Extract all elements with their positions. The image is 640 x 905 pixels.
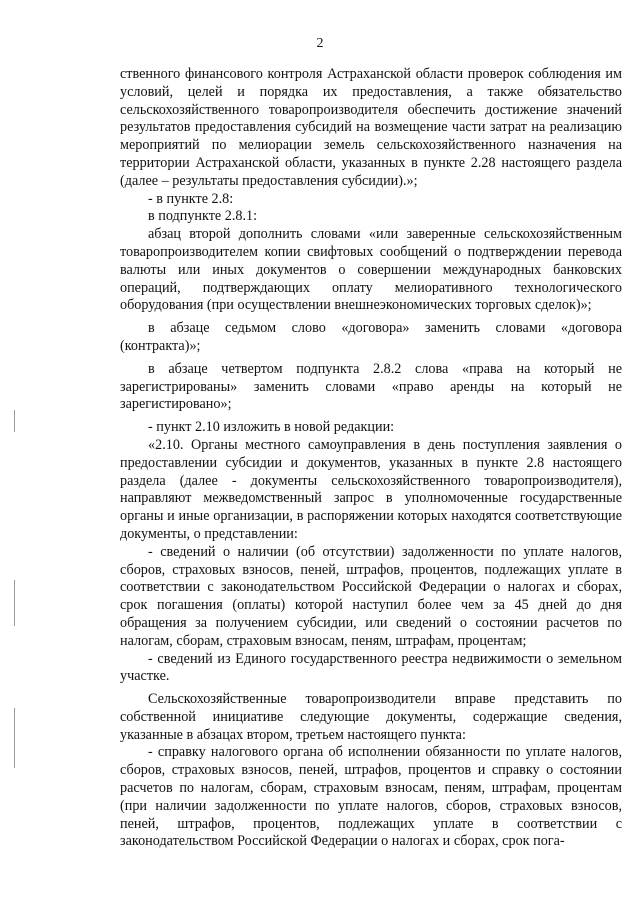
paragraph: Сельскохозяйственные товаропроизводители вправе представить по собственной инициативе следующие документы, содержащие сведения, указанные в абзацах втором, третьем настоящего пункта: (120, 691, 622, 743)
page-number: 2 (316, 36, 324, 51)
paragraph: абзац второй дополнить словами «или заверенные сельскохозяйственным товаропроизводителем копии свифтовых сообщений о подтверждении перевода валюты или иных документов о совершении международных банковских операций, подтверждающих оплату мелиоративного технологического оборудования (при осуществлении внешнеэкономических торговых сделок)»; (120, 226, 622, 314)
paragraph: в подпункте 2.8.1: (148, 208, 258, 225)
margin-scan-line (14, 708, 15, 768)
paragraph: - в пункте 2.8: (148, 190, 234, 207)
paragraph: - сведений из Единого государственного реестра недвижимости о земельном участке. (120, 650, 622, 685)
paragraph: в абзаце седьмом слово «договора» заменить словами «договора (контракта)»; (120, 320, 622, 354)
paragraph: - сведений о наличии (об отсутствии) задолженности по уплате налогов, сборов, страховых взносов, пеней, штрафов, процентов, подлежащих уплате в соответствии с законодательством Российской Федерации о налогах и сборах, срок погашения (оплаты) которой наступил более чем за 45 дней до дня обращения за получением субсидии, или сведений о состоянии расчетов по налогам, сборам, страховым взносам, пеням, штрафам, процентам; (120, 543, 622, 649)
paragraph: в абзаце четвертом подпункта 2.8.2 слова «права на который не зарегистрированы» заменить словами «право аренды на который не зарегистировано»; (120, 360, 622, 413)
paragraph: - пункт 2.10 изложить в новой редакции: (148, 419, 395, 436)
document-body (120, 66, 622, 851)
paragraph: «2.10. Органы местного самоуправления в день поступления заявления о предоставлении субсидии и документов, указанных в пункте 2.8 настоящего раздела (далее - документы сельскохозяйственного товаропроизводителя), направляют межведомственный запрос в уполномоченные государственные органы и иные организации, в распоряжении которых находятся соответствующие документы, о представлении: (120, 436, 622, 542)
paragraph: - справку налогового органа об исполнении обязанности по уплате налогов, сборов, страховых взносов, пеней, штрафов, процентов и справку о состоянии расчетов по налогам, сборам, страховым взносам, пеням, штрафам, процентам (при наличии задолженности по уплате налогов, сборов, страховых взносов, пеней, штрафов, процентов, подлежащих уплате в соответствии с законодательством Российской Федерации о налогах и сборах, срок пога- (120, 744, 622, 850)
margin-scan-line (14, 580, 15, 626)
margin-scan-line (14, 410, 15, 432)
paragraph: ственного финансового контроля Астраханской области проверок соблюдения им условий, целей и порядка их предоставления, а также обязательство сельскохозяйственного товаропроизводителя обеспечить достижение значений результатов предоставления субсидий на возмещение части затрат на реализацию мероприятий по мелиорации земель сельскохозяйственного назначения на территории Астраханской области, указанных в пункте 2.28 настоящего раздела (далее – результаты предоставления субсидии).»; (120, 66, 622, 189)
